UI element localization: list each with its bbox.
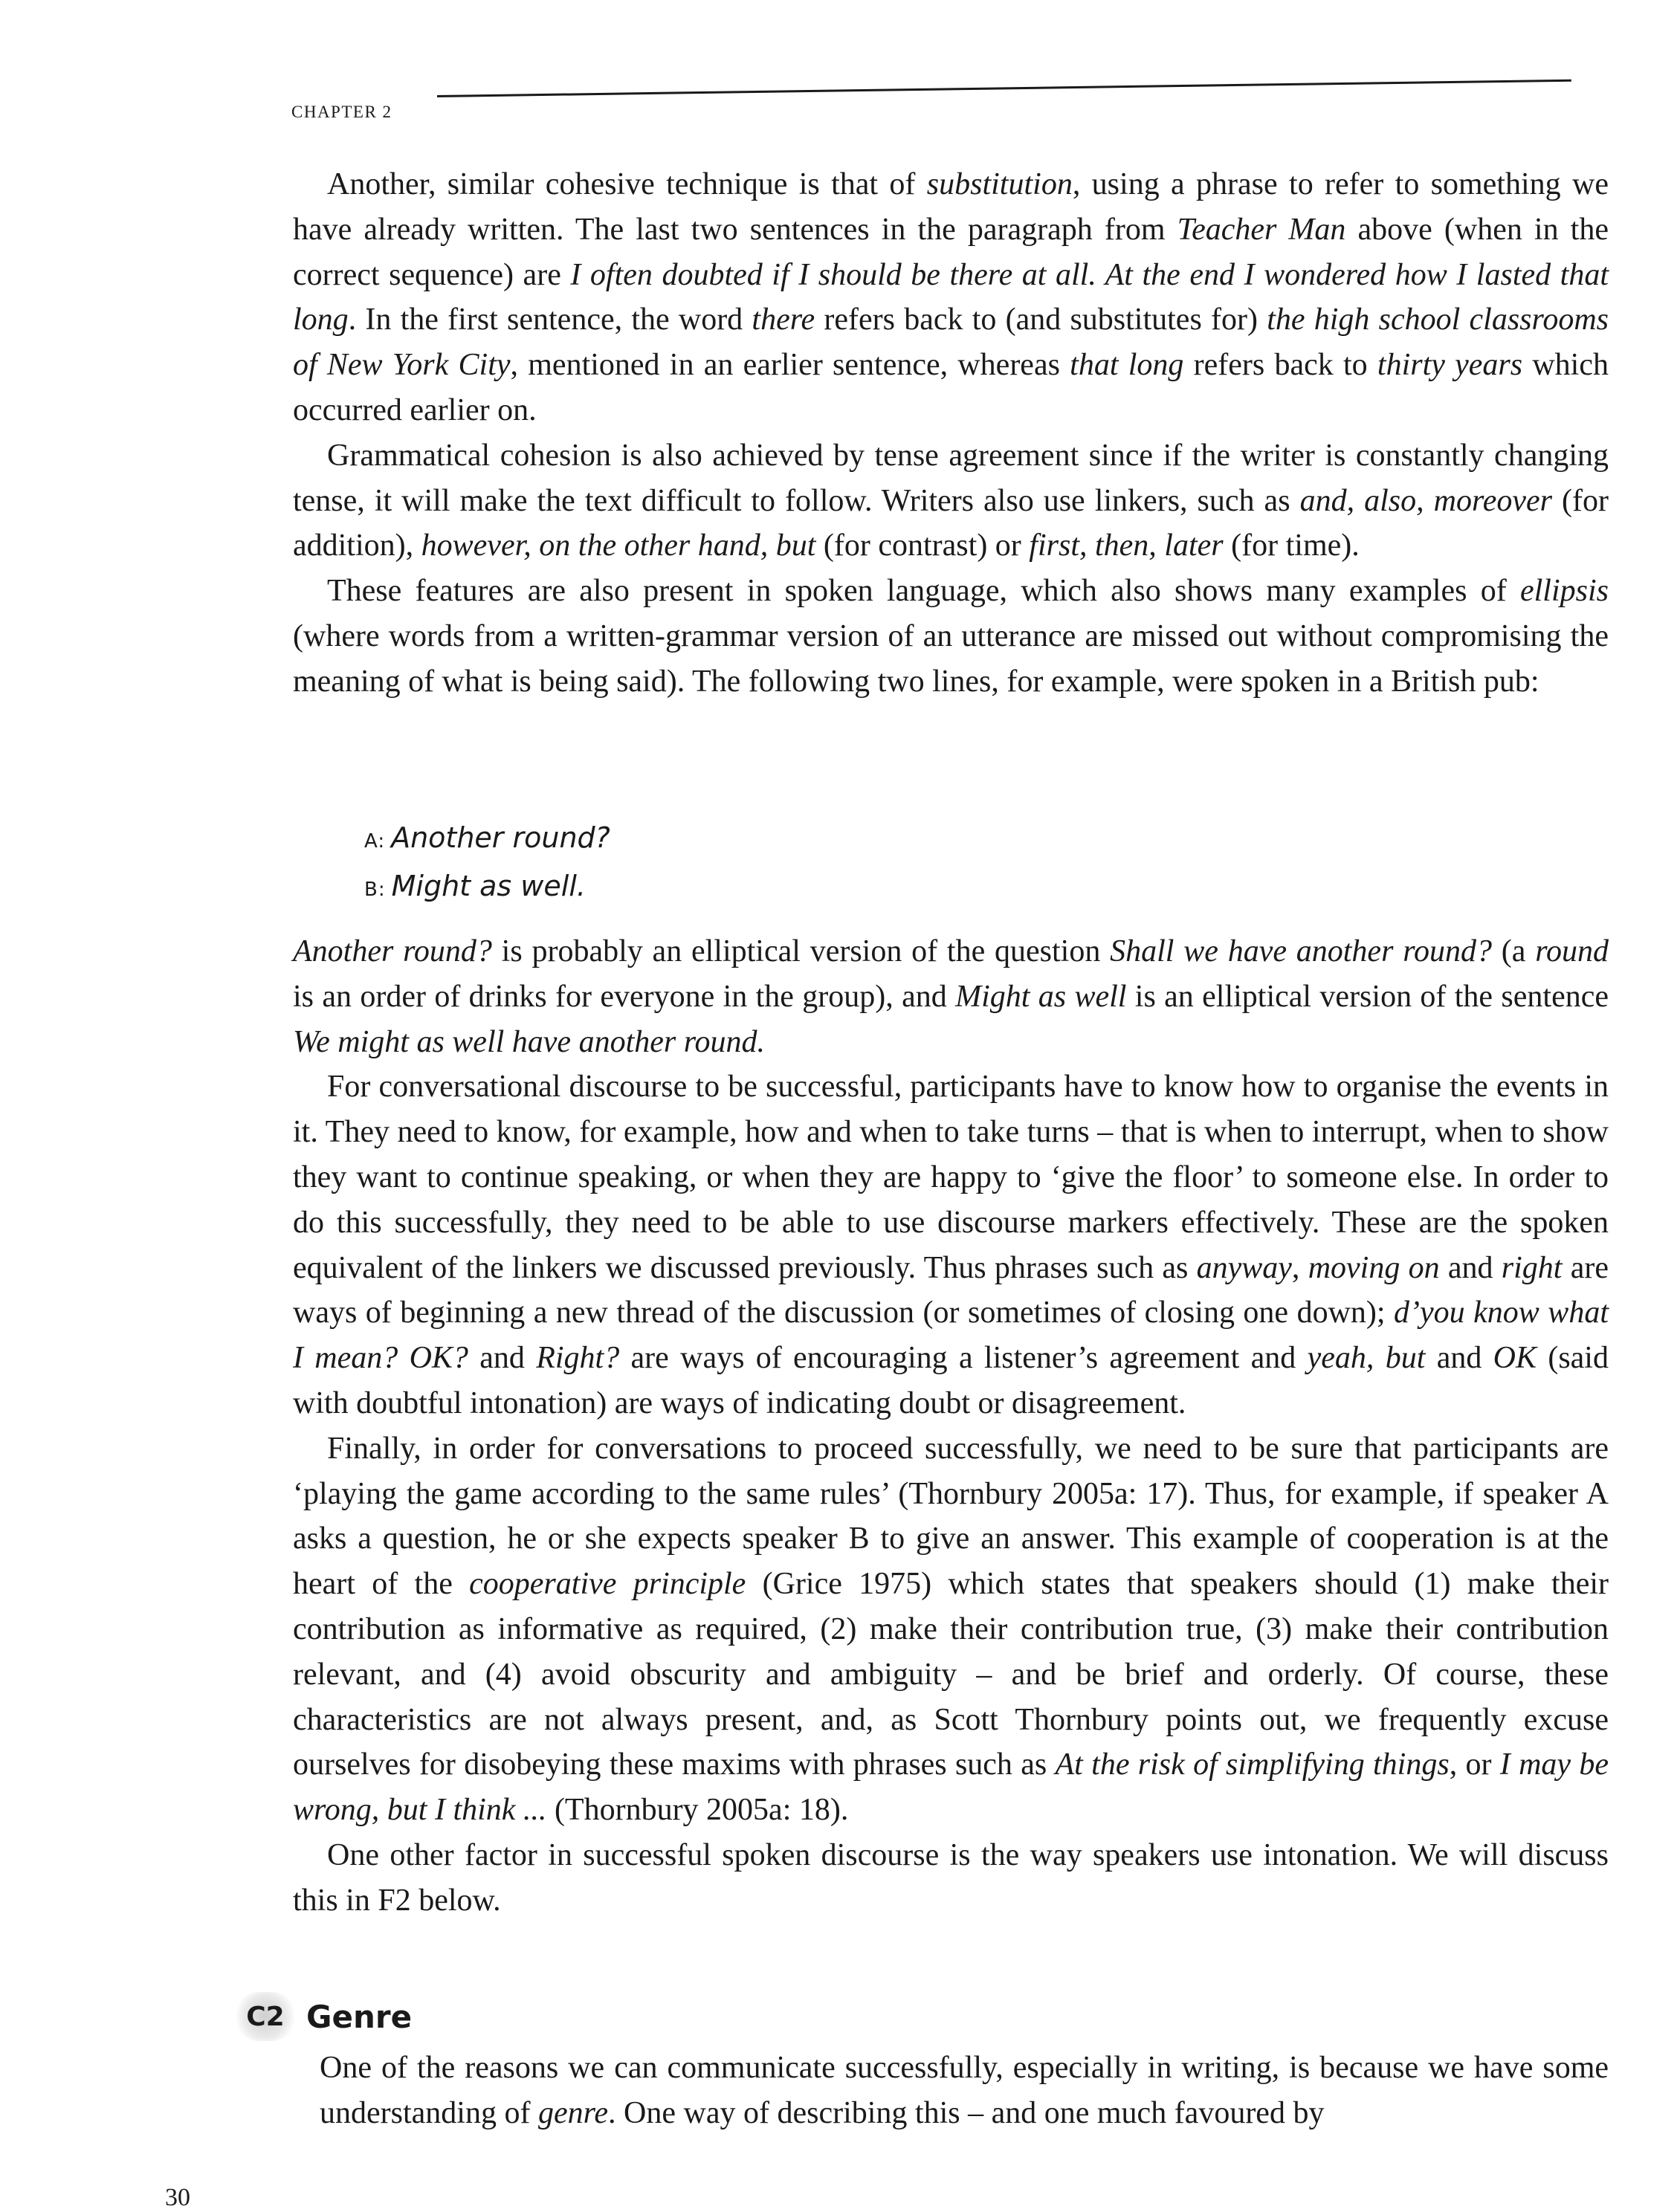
paragraph-ellipsis: These features are also present in spoken language, which also shows many examples of ellipsis (where words from a written-grammar version of an utterance are missed out without compromising the meaning of what is being said). The following two lines, for example, were spoken in a British pub: [293, 574, 1609, 699]
body-text-upper [293, 162, 1609, 705]
paragraph-elliptical-explanation: Another round? is probably an elliptical version of the question Shall we have another round? (a round is an order of drinks for everyone in the group), and Might as well is an elliptical version of the sentence We might as well have another round. [293, 934, 1609, 1059]
section-heading [236, 1992, 412, 2041]
dialogue-example [364, 815, 610, 912]
dialogue-line: A: Another round? [364, 821, 610, 854]
paragraph-substitution: Another, similar cohesive technique is that of substitution, using a phrase to refer to something we have already written. The last two sentences in the paragraph from Teacher Man above (when in the correct sequence) are I often doubted if I should be there at all. At the end I wondered how I lasted that long. In the first sentence, the word there refers back to (and substitutes for) the high school classrooms of New York City, mentioned in an earlier sentence, whereas that long refers back to thirty years which occurred earlier on. [293, 167, 1609, 427]
paragraph-conversational-discourse: For conversational discourse to be successful, participants have to know how to organise the events in it. They need to know, for example, how and when to take turns – that is when to interrupt, when to show they want to continue speaking, or when they are happy to ‘give the floor’ to someone else. In order to do this successfully, they need to be able to use discourse markers effectively. These are the spoken equivalent of the linkers we discussed previously. Thus phrases such as anyway, moving on and right are ways of beginning a new thread of the discussion (or sometimes of closing one down); d’you know what I mean? OK? and Right? are ways of encouraging a listener’s agreement and yeah, but and OK (said with doubtful intonation) are ways of indicating doubt or disagreement. [293, 1070, 1609, 1420]
speaker-label: A: [364, 830, 386, 853]
running-head: CHAPTER 2 [291, 103, 392, 121]
page-number: 30 [165, 2184, 190, 2211]
dialogue-line: B: Might as well. [364, 870, 586, 902]
section-badge: C2 [236, 1992, 294, 2041]
speaker-label: B: [364, 879, 386, 901]
body-text-lower [293, 929, 1609, 1924]
paragraph-genre: One of the reasons we can communicate successfully, especially in writing, is because we have some understanding of genre. One way of describing this – and one much favoured by [320, 2051, 1609, 2130]
section-title: Genre [306, 1998, 413, 2035]
header-rule [437, 80, 1571, 97]
paragraph-intonation: One other factor in successful spoken discourse is the way speakers use intonation. We will discuss this in F2 below. [293, 1837, 1609, 1918]
paragraph-grammatical-cohesion: Grammatical cohesion is also achieved by tense agreement since if the writer is constantly changing tense, it will make the text difficult to follow. Writers also use linkers, such as and, also, moreover (for addition), however, on the other hand, but (for contrast) or first, then, later (for time). [293, 438, 1609, 563]
section-body [320, 2046, 1609, 2136]
paragraph-cooperative-principle: Finally, in order for conversations to proceed successfully, we need to be sure that participants are ‘playing the game according to the same rules’ (Thornbury 2005a: 17). Thus, for example, if speaker A asks a question, he or she expects speaker B to give an answer. This example of cooperation is at the heart of the cooperative principle (Grice 1975) which states that speakers should (1) make their contribution as informative as required, (2) make their contribution true, (3) make their contribution relevant, and (4) avoid obscurity and ambiguity – and be brief and orderly. Of course, these characteristics are not always present, and, as Scott Thornbury points out, we frequently excuse ourselves for disobeying these maxims with phrases such as At the risk of simplifying things, or I may be wrong, but I think ... (Thornbury 2005a: 18). [293, 1431, 1609, 1828]
